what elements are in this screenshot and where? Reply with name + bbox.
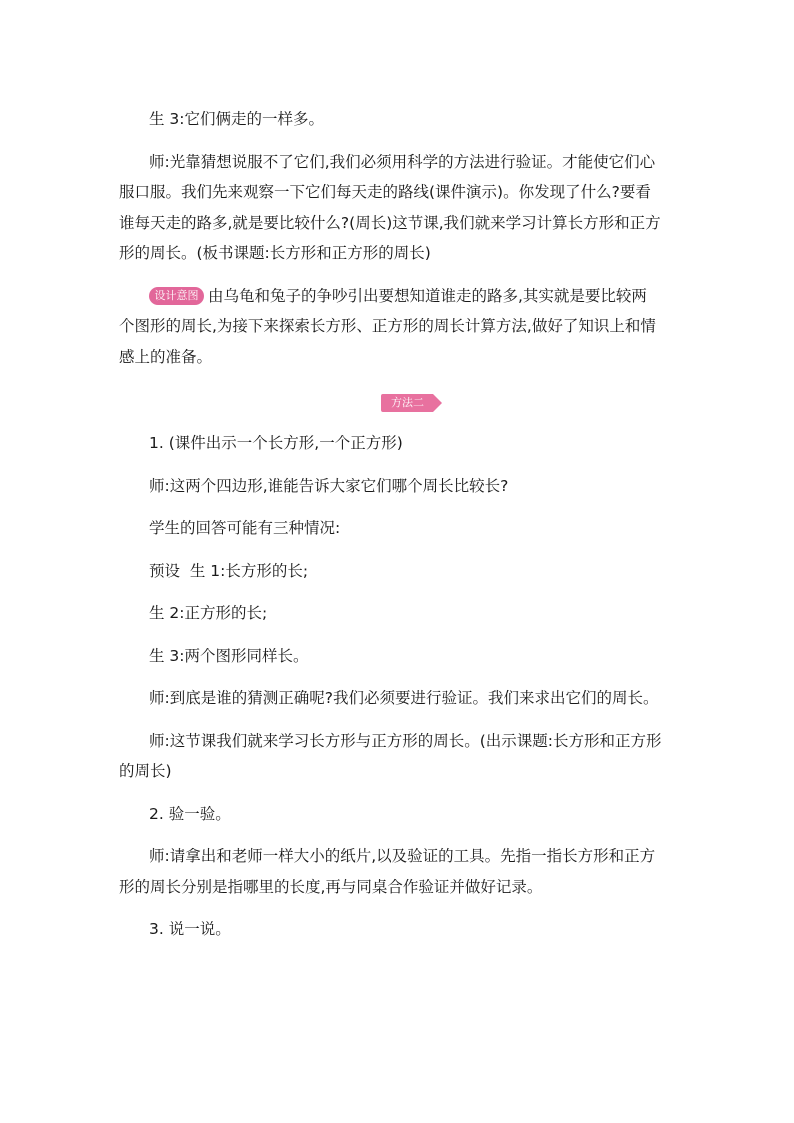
text-line: 形的周长。(板书课题:长方形和正方形的周长): [119, 244, 431, 262]
text-line: 3. 说一说。: [149, 920, 231, 938]
paragraph-teacher-check: [119, 683, 679, 714]
text-line: 个图形的周长,为接下来探索长方形、正方形的周长计算方法,做好了知识上和情: [119, 317, 656, 335]
method-section-header: [119, 392, 679, 410]
text-line: 师:这两个四边形,谁能告诉大家它们哪个周长比较长?: [149, 476, 509, 495]
paragraph-design-intent-cont: [119, 311, 679, 372]
paragraph-teacher-materials: [119, 841, 679, 872]
design-intent-badge: 设计意图: [149, 287, 204, 305]
paragraph-teacher-question: [119, 471, 679, 502]
method-two-badge: 方法二: [381, 394, 433, 412]
paragraph-step3: [119, 914, 679, 945]
paragraph-teacher-topic-cont: [119, 756, 679, 787]
text-line: 师:到底是谁的猜测正确呢?我们必须要进行验证。我们来求出它们的周长。: [149, 689, 659, 707]
paragraph-teacher-verify: [119, 147, 679, 178]
paragraph-step2: [119, 799, 679, 830]
paragraph-student-answers: [119, 513, 679, 544]
paragraph-teacher-topic: [119, 726, 679, 757]
paragraph-preset-2: [119, 598, 679, 629]
text-line: 师:请拿出和老师一样大小的纸片,以及验证的工具。先指一指长方形和正方: [149, 847, 656, 865]
paragraph-teacher-materials-cont: [119, 872, 679, 903]
text-line: 2. 验一验。: [149, 804, 231, 823]
text-line: 师:光靠猜想说服不了它们,我们必须用科学的方法进行验证。才能使它们心: [149, 152, 656, 171]
paragraph-teacher-verify-cont: [119, 177, 679, 269]
text-line: 的周长): [119, 762, 172, 780]
text-line: 生 3:它们俩走的一样多。: [149, 110, 325, 128]
paragraph-step1: [119, 428, 679, 459]
text-line: 服口服。我们先来观察一下它们每天走的路线(课件演示)。你发现了什么?要看: [119, 183, 651, 201]
text-line: 生 2:正方形的长;: [149, 604, 268, 622]
text-line: 学生的回答可能有三种情况:: [149, 519, 341, 537]
paragraph-design-intent: [119, 281, 679, 312]
text-line: 谁每天走的路多,就是要比较什么?(周长)这节课,我们就来学习计算长方形和正方: [119, 213, 661, 232]
paragraph-student3: [119, 104, 679, 135]
text-line: 1. (课件出示一个长方形,一个正方形): [149, 434, 403, 452]
text-line: 预设 生 1:长方形的长;: [149, 561, 309, 580]
text-line: 师:这节课我们就来学习长方形与正方形的周长。(出示课题:长方形和正方形: [149, 731, 662, 750]
text-line: 形的周长分别是指哪里的长度,再与同桌合作验证并做好记录。: [119, 877, 543, 896]
paragraph-preset-1: [119, 556, 679, 587]
text-line: 生 3:两个图形同样长。: [149, 646, 309, 665]
paragraph-preset-3: [119, 641, 679, 672]
text-line: 感上的准备。: [119, 347, 213, 366]
text-line: 由乌龟和兔子的争吵引出要想知道谁走的路多,其实就是要比较两: [208, 286, 647, 305]
document-page: [119, 104, 679, 945]
